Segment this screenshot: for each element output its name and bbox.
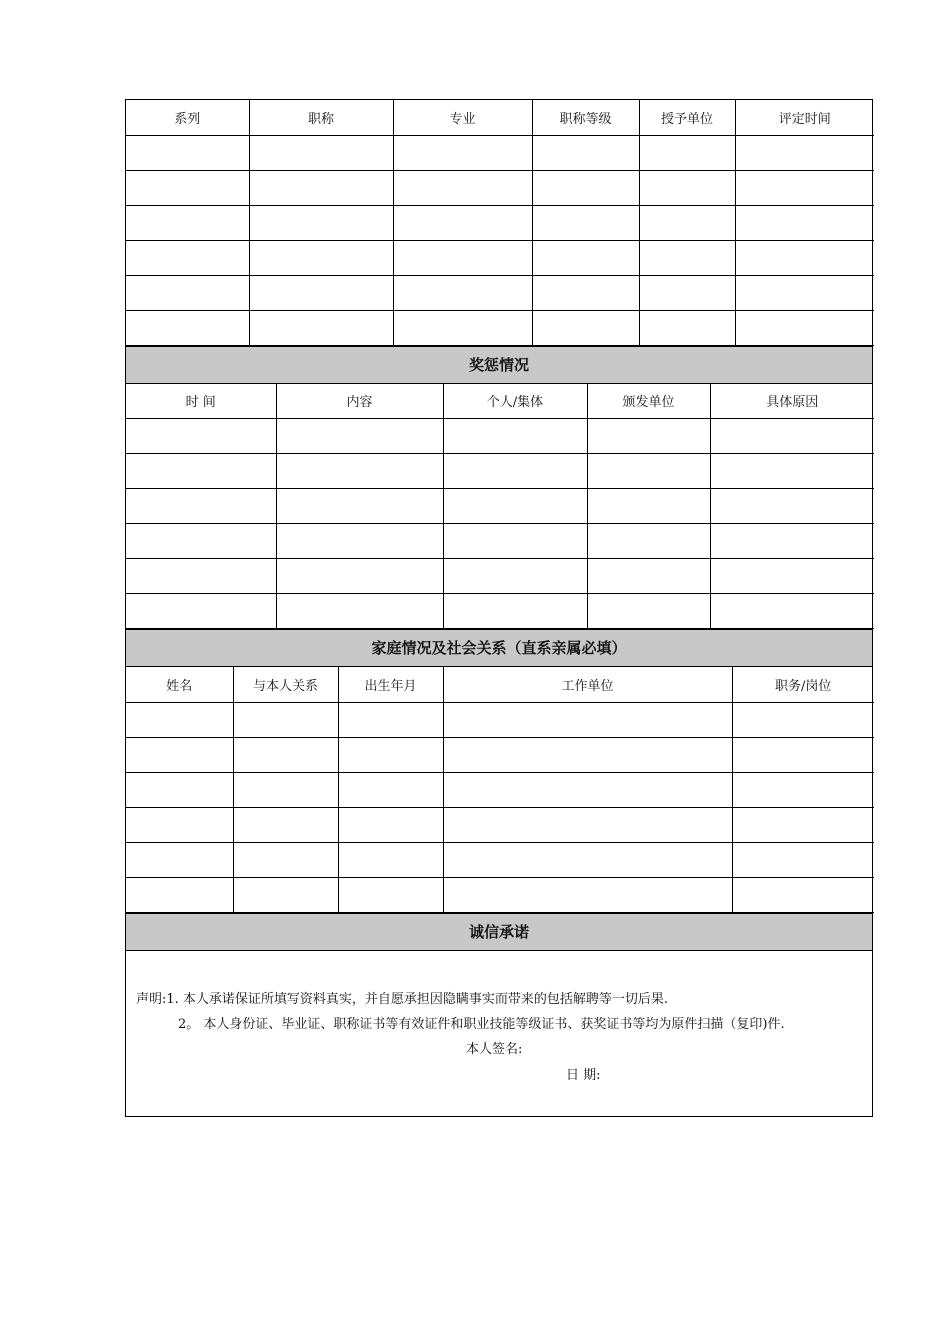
table-row <box>126 310 874 345</box>
blank-cell[interactable] <box>276 594 443 629</box>
blank-cell[interactable] <box>532 275 639 310</box>
blank-cell[interactable] <box>532 170 639 205</box>
table-row <box>126 205 874 240</box>
blank-cell[interactable] <box>587 454 710 489</box>
titles-table <box>126 100 874 346</box>
blank-cell[interactable] <box>249 205 393 240</box>
blank-cell[interactable] <box>732 772 874 807</box>
blank-cell[interactable] <box>249 310 393 345</box>
blank-cell[interactable] <box>126 489 276 524</box>
header-major: 专业 <box>393 100 532 135</box>
blank-cell[interactable] <box>710 419 874 454</box>
blank-cell[interactable] <box>710 454 874 489</box>
blank-cell[interactable] <box>732 877 874 912</box>
awards-heading: 奖惩情况 <box>126 346 872 384</box>
blank-cell[interactable] <box>126 275 249 310</box>
blank-cell[interactable] <box>443 877 732 912</box>
blank-cell[interactable] <box>233 807 338 842</box>
blank-cell[interactable] <box>126 240 249 275</box>
awards-header-row <box>126 384 874 419</box>
blank-cell[interactable] <box>587 559 710 594</box>
pledge-heading: 诚信承诺 <box>126 913 872 951</box>
blank-cell[interactable] <box>735 275 874 310</box>
blank-cell[interactable] <box>532 310 639 345</box>
blank-cell[interactable] <box>338 877 443 912</box>
blank-cell[interactable] <box>249 170 393 205</box>
blank-cell[interactable] <box>249 240 393 275</box>
blank-cell[interactable] <box>639 205 735 240</box>
table-row <box>126 594 874 629</box>
blank-cell[interactable] <box>393 240 532 275</box>
family-heading: 家庭情况及社会关系（直系亲属必填） <box>126 629 872 667</box>
header-time: 时 间 <box>126 384 276 419</box>
blank-cell[interactable] <box>393 170 532 205</box>
blank-cell[interactable] <box>639 275 735 310</box>
header-birth-month: 出生年月 <box>338 667 443 702</box>
blank-cell[interactable] <box>276 489 443 524</box>
blank-cell[interactable] <box>126 170 249 205</box>
blank-cell[interactable] <box>587 524 710 559</box>
blank-cell[interactable] <box>710 594 874 629</box>
table-row <box>126 240 874 275</box>
blank-cell[interactable] <box>443 524 587 559</box>
blank-cell[interactable] <box>735 310 874 345</box>
header-name: 姓名 <box>126 667 233 702</box>
blank-cell[interactable] <box>639 135 735 170</box>
blank-cell[interactable] <box>393 205 532 240</box>
blank-cell[interactable] <box>393 310 532 345</box>
blank-cell[interactable] <box>443 559 587 594</box>
header-position: 职务/岗位 <box>732 667 874 702</box>
header-evaluation-date: 评定时间 <box>735 100 874 135</box>
blank-cell[interactable] <box>338 807 443 842</box>
blank-cell[interactable] <box>443 594 587 629</box>
blank-cell[interactable] <box>126 772 233 807</box>
blank-cell[interactable] <box>393 275 532 310</box>
blank-cell[interactable] <box>735 240 874 275</box>
table-row <box>126 559 874 594</box>
blank-cell[interactable] <box>233 772 338 807</box>
blank-cell[interactable] <box>338 842 443 877</box>
blank-cell[interactable] <box>233 737 338 772</box>
blank-cell[interactable] <box>126 135 249 170</box>
blank-cell[interactable] <box>393 135 532 170</box>
blank-cell[interactable] <box>338 772 443 807</box>
blank-cell[interactable] <box>732 702 874 737</box>
blank-cell[interactable] <box>126 737 233 772</box>
blank-cell[interactable] <box>735 205 874 240</box>
header-content: 内容 <box>276 384 443 419</box>
blank-cell[interactable] <box>443 807 732 842</box>
blank-cell[interactable] <box>587 594 710 629</box>
blank-cell[interactable] <box>126 807 233 842</box>
blank-cell[interactable] <box>710 559 874 594</box>
blank-cell[interactable] <box>126 877 233 912</box>
blank-cell[interactable] <box>233 702 338 737</box>
blank-cell[interactable] <box>443 489 587 524</box>
blank-cell[interactable] <box>233 877 338 912</box>
signature-label: 本人签名: <box>466 1041 523 1057</box>
blank-cell[interactable] <box>233 842 338 877</box>
table-row <box>126 489 874 524</box>
blank-cell[interactable] <box>443 772 732 807</box>
blank-cell[interactable] <box>532 135 639 170</box>
blank-cell[interactable] <box>443 737 732 772</box>
table-row <box>126 419 874 454</box>
family-header-row <box>126 667 874 702</box>
blank-cell[interactable] <box>276 524 443 559</box>
blank-cell[interactable] <box>126 559 276 594</box>
blank-cell[interactable] <box>249 275 393 310</box>
header-granting-unit: 授予单位 <box>639 100 735 135</box>
table-row <box>126 454 874 489</box>
blank-cell[interactable] <box>443 454 587 489</box>
table-row <box>126 702 874 737</box>
date-label: 日 期: <box>566 1067 601 1083</box>
blank-cell[interactable] <box>710 524 874 559</box>
pledge-statement-2: 2。 本人身份证、毕业证、职称证书等有效证件和职业技能等级证书、获奖证书等均为原件扫描（复印)件. <box>178 1016 785 1032</box>
header-issuing-unit: 颁发单位 <box>587 384 710 419</box>
header-specific-reason: 具体原因 <box>710 384 874 419</box>
header-title-level: 职称等级 <box>532 100 639 135</box>
table-row <box>126 842 874 877</box>
blank-cell[interactable] <box>443 842 732 877</box>
blank-cell[interactable] <box>338 737 443 772</box>
blank-cell[interactable] <box>276 419 443 454</box>
blank-cell[interactable] <box>126 310 249 345</box>
blank-cell[interactable] <box>126 842 233 877</box>
table-row <box>126 170 874 205</box>
blank-cell[interactable] <box>126 594 276 629</box>
application-form <box>125 99 873 1117</box>
header-work-unit: 工作单位 <box>443 667 732 702</box>
blank-cell[interactable] <box>126 454 276 489</box>
table-row <box>126 772 874 807</box>
blank-cell[interactable] <box>732 807 874 842</box>
blank-cell[interactable] <box>126 702 233 737</box>
blank-cell[interactable] <box>639 170 735 205</box>
blank-cell[interactable] <box>338 702 443 737</box>
blank-cell[interactable] <box>532 240 639 275</box>
table-row <box>126 135 874 170</box>
table-row <box>126 877 874 912</box>
blank-cell[interactable] <box>276 454 443 489</box>
blank-cell[interactable] <box>639 310 735 345</box>
blank-cell[interactable] <box>735 170 874 205</box>
titles-header-row <box>126 100 874 135</box>
awards-table <box>126 384 874 630</box>
blank-cell[interactable] <box>732 842 874 877</box>
table-row <box>126 807 874 842</box>
blank-cell[interactable] <box>443 419 587 454</box>
header-relationship: 与本人关系 <box>233 667 338 702</box>
table-row <box>126 275 874 310</box>
pledge-statement-1: 声明:1. 本人承诺保证所填写资料真实，并自愿承担因隐瞒事实而带来的包括解聘等一切后果. <box>136 991 669 1007</box>
blank-cell[interactable] <box>639 240 735 275</box>
header-individual-collective: 个人/集体 <box>443 384 587 419</box>
blank-cell[interactable] <box>126 205 249 240</box>
pledge-body <box>126 951 872 1116</box>
header-title: 职称 <box>249 100 393 135</box>
blank-cell[interactable] <box>532 205 639 240</box>
table-row <box>126 737 874 772</box>
blank-cell[interactable] <box>710 489 874 524</box>
family-table <box>126 667 874 913</box>
blank-cell[interactable] <box>249 135 393 170</box>
blank-cell[interactable] <box>276 559 443 594</box>
blank-cell[interactable] <box>443 702 732 737</box>
blank-cell[interactable] <box>587 419 710 454</box>
blank-cell[interactable] <box>735 135 874 170</box>
table-row <box>126 524 874 559</box>
blank-cell[interactable] <box>126 524 276 559</box>
blank-cell[interactable] <box>126 419 276 454</box>
header-series: 系列 <box>126 100 249 135</box>
blank-cell[interactable] <box>732 737 874 772</box>
blank-cell[interactable] <box>587 489 710 524</box>
